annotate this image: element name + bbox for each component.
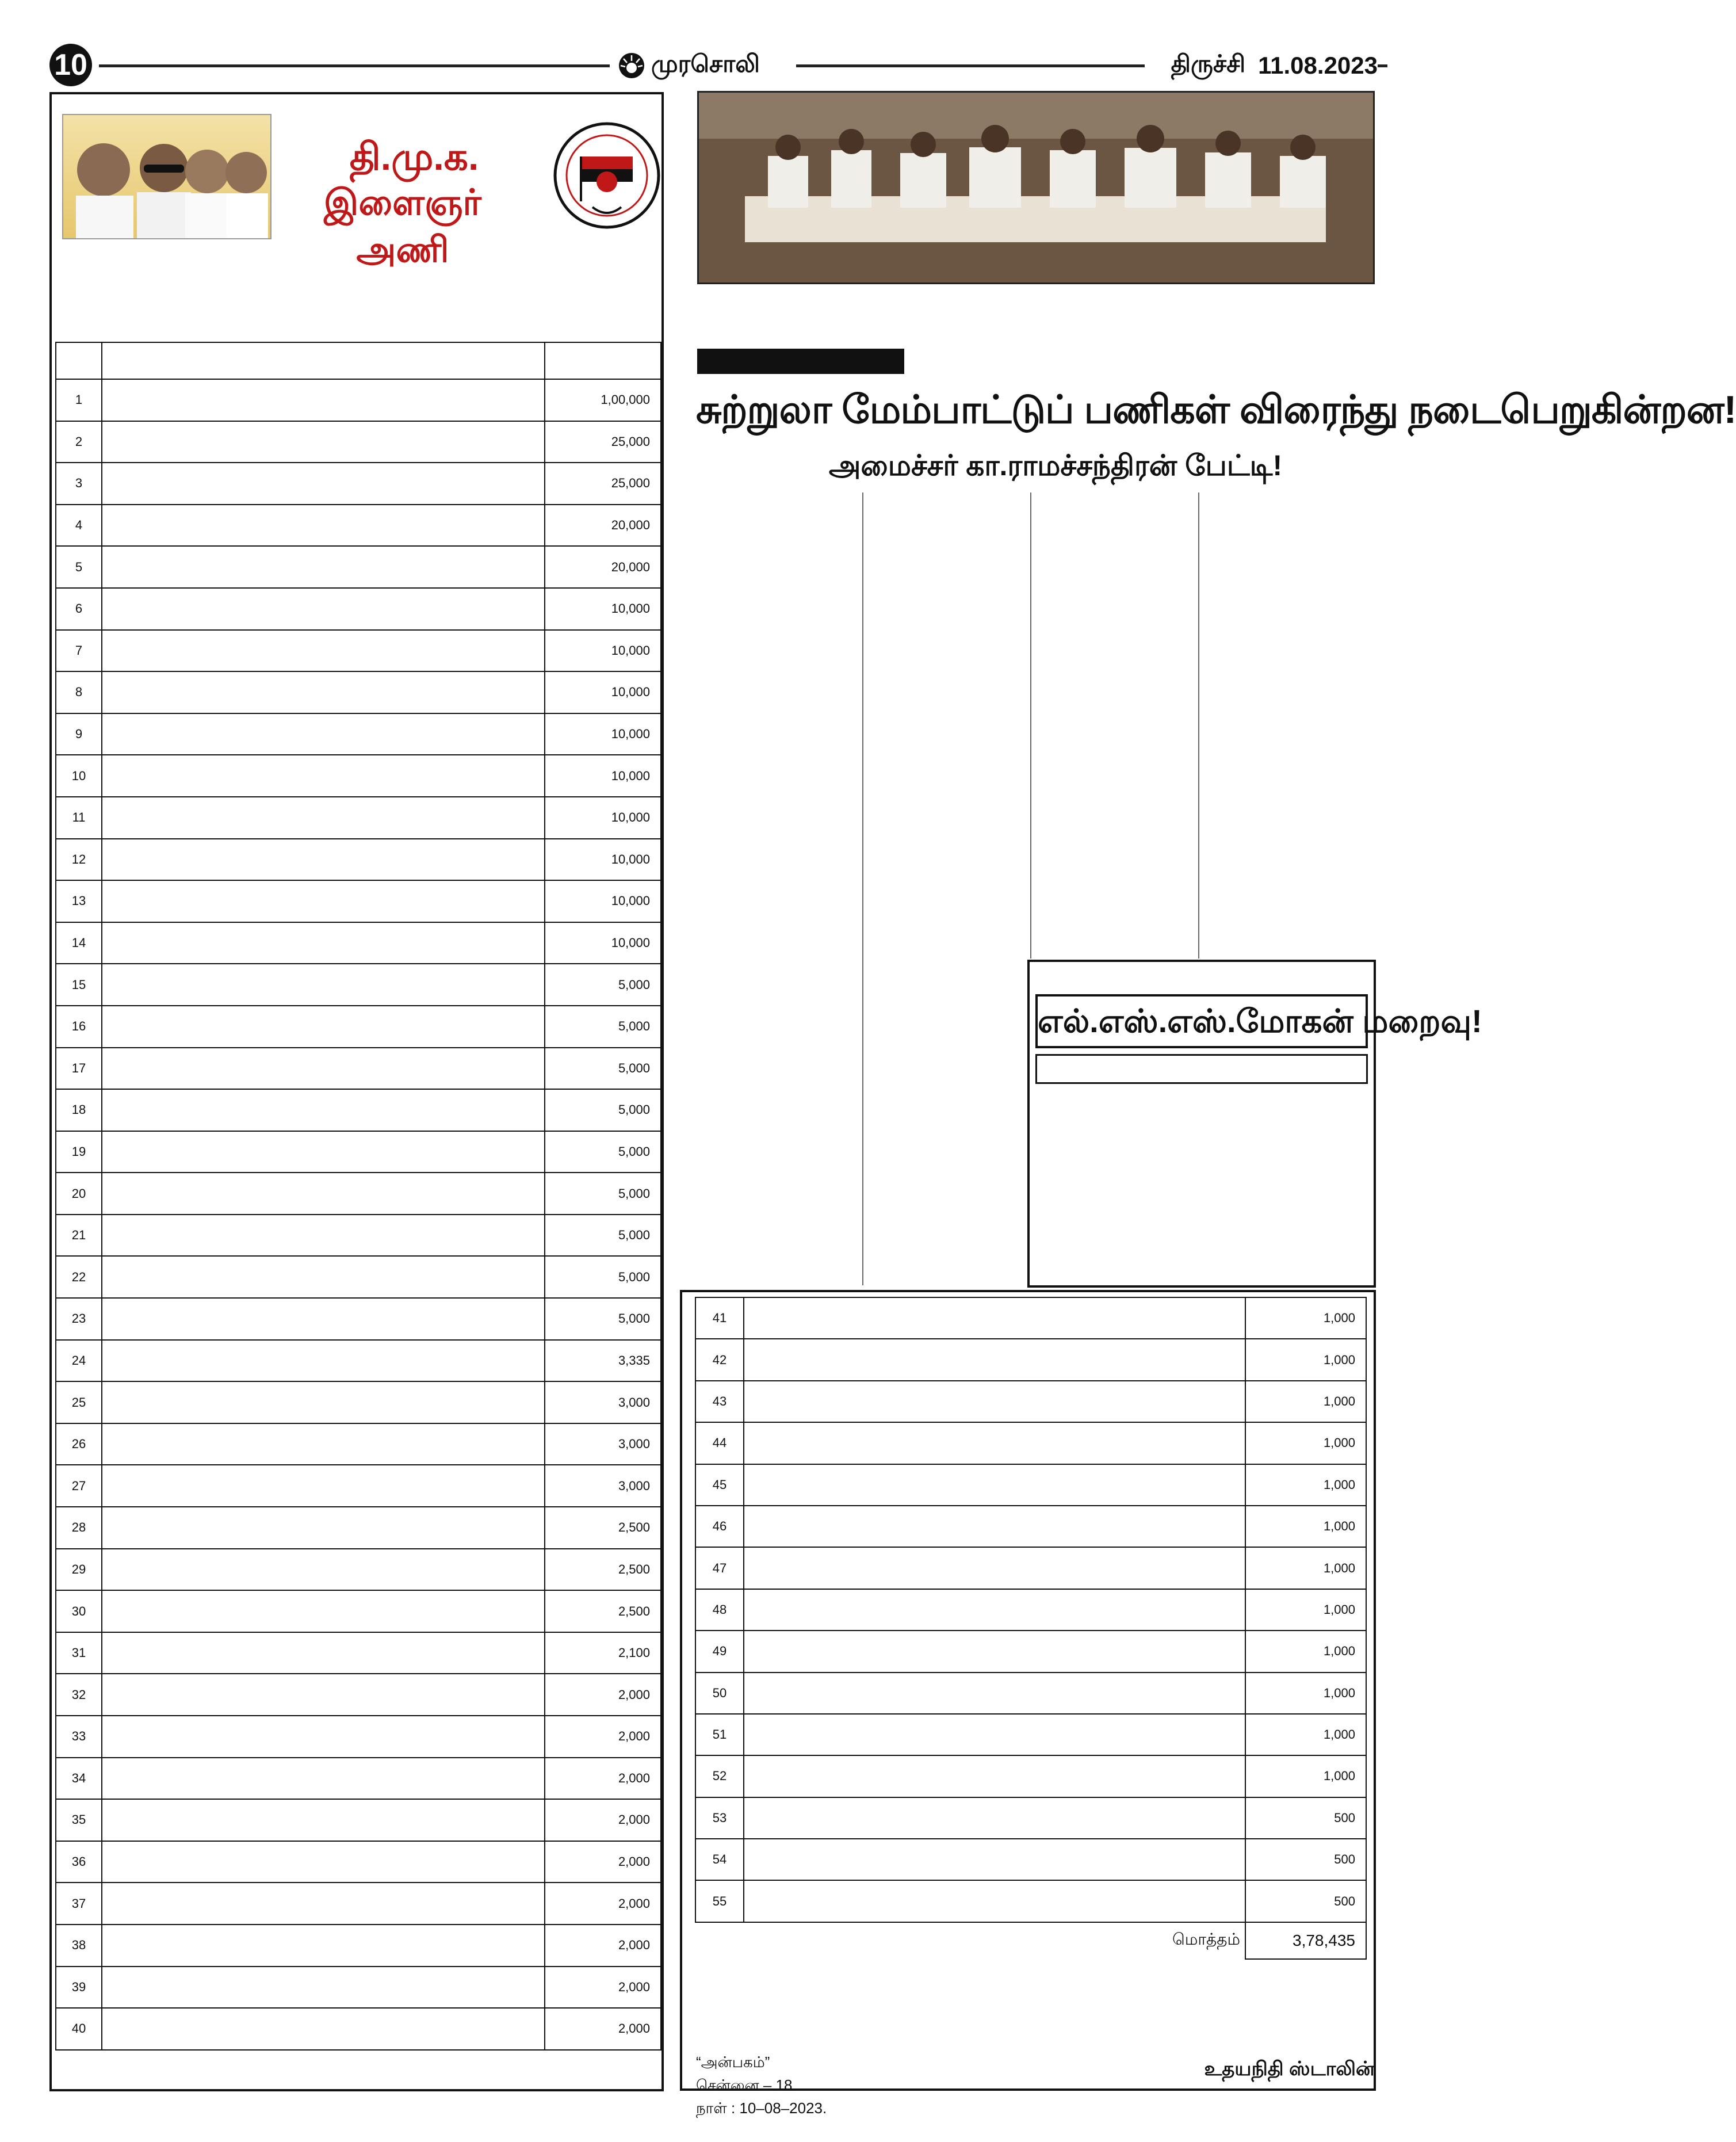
table-row [56,1799,661,1841]
row-number: 35 [56,1799,102,1841]
row-number: 25 [56,1381,102,1423]
row-number: 4 [56,505,102,547]
row-name-cell [102,546,545,588]
row-name-cell [102,1423,545,1465]
table-row [56,1089,661,1131]
row-name-cell [102,1465,545,1507]
row-name-cell [744,1381,1245,1422]
signatory [1035,2056,1375,2120]
row-amount: 2,000 [545,2008,661,2050]
row-name-cell [102,1173,545,1215]
row-name-cell [744,1547,1245,1589]
table-row [56,1758,661,1800]
row-number: 45 [695,1464,744,1506]
row-number: 16 [56,1006,102,1048]
row-name-cell [102,463,545,505]
row-number: 18 [56,1089,102,1131]
column-header-amount [545,342,661,379]
table-row [56,1256,661,1298]
article-column-2 [867,492,1026,1285]
row-name-cell [744,1506,1245,1547]
row-amount: 2,500 [545,1590,661,1632]
table-row [695,1422,1366,1464]
table-row [695,1755,1366,1797]
row-number: 5 [56,546,102,588]
row-amount: 2,000 [545,1716,661,1758]
table-row [56,630,661,672]
table-row [56,1298,661,1340]
row-name-cell [102,1089,545,1131]
table-row [695,1631,1366,1672]
row-number: 34 [56,1758,102,1800]
row-amount: 10,000 [545,839,661,881]
row-number: 48 [695,1589,744,1631]
row-amount: 1,000 [1245,1589,1366,1631]
row-name-cell [102,1131,545,1173]
row-name-cell [102,1758,545,1800]
total-amount: 3,78,435 [1245,1922,1366,1959]
row-number: 50 [695,1673,744,1714]
table-row [56,797,661,839]
page-number: 10 [49,44,92,86]
footer-place: “அன்பகம்” [696,2053,770,2071]
row-number: 36 [56,1841,102,1883]
row-name-cell [744,1422,1245,1464]
row-number: 20 [56,1173,102,1215]
row-amount: 2,000 [545,1883,661,1925]
row-amount: 2,000 [545,1841,661,1883]
row-name-cell [102,1590,545,1632]
row-number: 32 [56,1674,102,1716]
row-amount: 10,000 [545,755,661,797]
table-row [695,1797,1366,1839]
row-amount: 500 [1245,1839,1366,1880]
row-number: 26 [56,1423,102,1465]
row-name-cell [102,755,545,797]
table-row [56,1507,661,1549]
row-name-cell [744,1464,1245,1506]
fund-table-left [55,342,661,2051]
row-name-cell [102,379,545,421]
row-amount: 5,000 [545,1298,661,1340]
row-amount: 2,500 [545,1549,661,1591]
row-number: 1 [56,379,102,421]
row-number: 13 [56,880,102,922]
row-number: 49 [695,1631,744,1672]
row-number: 24 [56,1340,102,1382]
table-row [695,1506,1366,1547]
row-number: 23 [56,1298,102,1340]
row-name-cell [744,1589,1245,1631]
leaders-portraits-image [62,114,272,239]
total-label: மொத்தம் [1172,1930,1240,1949]
row-number: 12 [56,839,102,881]
row-amount: 10,000 [545,880,661,922]
column-divider [862,492,863,1285]
row-number: 14 [56,922,102,964]
table-row [56,1131,661,1173]
row-amount: 2,500 [545,1507,661,1549]
row-amount: 10,000 [545,588,661,630]
row-name-cell [102,1883,545,1925]
table-row [56,1215,661,1257]
table-row [56,505,661,547]
row-amount: 25,000 [545,463,661,505]
row-name-cell [102,713,545,755]
table-row [56,421,661,463]
table-row [56,1465,661,1507]
row-amount: 2,000 [545,1758,661,1800]
article-kicker [697,349,904,374]
table-row [56,1048,661,1090]
obituary-kicker [1035,969,1367,990]
row-number: 7 [56,630,102,672]
total-row [695,1922,1366,1959]
row-name-cell [102,1841,545,1883]
ilaignar-ani-logo-icon [552,121,661,230]
row-amount: 5,000 [545,1006,661,1048]
row-number: 39 [56,1967,102,2009]
row-amount: 3,000 [545,1465,661,1507]
table-row [56,1549,661,1591]
table-row [56,1340,661,1382]
obituary-subtitle [1035,1054,1368,1084]
row-amount: 5,000 [545,1256,661,1298]
row-name-cell [102,2008,545,2050]
row-name-cell [744,1714,1245,1755]
meeting-photo-illustration-icon [699,93,1373,282]
row-amount: 20,000 [545,505,661,547]
row-name-cell [744,1673,1245,1714]
row-amount: 2,000 [545,1925,661,1967]
table-row [56,1423,661,1465]
row-amount: 3,000 [545,1423,661,1465]
row-number: 37 [56,1883,102,1925]
column-header-number [56,342,102,379]
row-amount: 5,000 [545,1131,661,1173]
row-amount: 10,000 [545,671,661,713]
row-name-cell [102,1340,545,1382]
table-row [56,1716,661,1758]
ilaignar-ani-title-line1: தி.மு.க. [349,135,479,178]
row-number: 30 [56,1590,102,1632]
row-name-cell [744,1839,1245,1880]
row-amount: 3,000 [545,1381,661,1423]
column-divider [1198,492,1199,959]
row-number: 19 [56,1131,102,1173]
edition-city: திருச்சி [1171,50,1246,77]
row-number: 15 [56,964,102,1006]
row-number: 52 [695,1755,744,1797]
article-column-3 [1035,492,1194,959]
row-number: 2 [56,421,102,463]
table-row [695,1673,1366,1714]
row-name-cell [102,1381,545,1423]
row-number: 46 [695,1506,744,1547]
row-amount: 1,000 [1245,1714,1366,1755]
table-row [56,463,661,505]
table-row [56,713,661,755]
table-row [56,880,661,922]
row-number: 27 [56,1465,102,1507]
row-amount: 3,335 [545,1340,661,1382]
row-number: 10 [56,755,102,797]
row-number: 53 [695,1797,744,1839]
footer-date: நாள் : 10–08–2023. [696,2099,827,2117]
table-row [56,922,661,964]
table-row [56,379,661,421]
row-number: 31 [56,1632,102,1674]
row-amount: 1,000 [1245,1339,1366,1380]
row-name-cell [744,1880,1245,1922]
row-name-cell [102,1048,545,1090]
table-row [56,964,661,1006]
row-name-cell [102,1967,545,2009]
row-number: 41 [695,1297,744,1339]
row-amount: 2,100 [545,1632,661,1674]
row-name-cell [102,1674,545,1716]
row-name-cell [102,1799,545,1841]
row-amount: 1,000 [1245,1673,1366,1714]
row-number: 28 [56,1507,102,1549]
row-amount: 5,000 [545,1048,661,1090]
row-amount: 10,000 [545,713,661,755]
row-amount: 1,000 [1245,1422,1366,1464]
table-row [56,1590,661,1632]
row-amount: 5,000 [545,964,661,1006]
row-amount: 10,000 [545,797,661,839]
table-row [56,671,661,713]
row-name-cell [102,1215,545,1257]
row-name-cell [744,1339,1245,1380]
row-number: 43 [695,1381,744,1422]
footer-city: சென்னை – 18. [696,2076,797,2094]
row-name-cell [102,421,545,463]
table-row [695,1339,1366,1380]
row-amount: 5,000 [545,1173,661,1215]
row-number: 3 [56,463,102,505]
table-row [56,1381,661,1423]
column-header-name [102,342,545,379]
issue-date: 11.08.2023 [1258,52,1378,79]
masthead-name: முரசொலி [651,50,760,77]
row-amount: 10,000 [545,630,661,672]
row-name-cell [102,1006,545,1048]
table-row [56,1967,661,2009]
row-amount: 2,000 [545,1674,661,1716]
row-number: 29 [56,1549,102,1591]
row-number: 11 [56,797,102,839]
row-amount: 2,000 [545,1967,661,2009]
table-row [695,1547,1366,1589]
photo-caption [698,288,1375,345]
row-name-cell [102,1298,545,1340]
row-number: 21 [56,1215,102,1257]
portraits-illustration-icon [63,115,270,238]
row-number: 17 [56,1048,102,1090]
ilaignar-ani-title-line2: இளைஞர் அணி [324,183,481,270]
table-row [56,546,661,588]
row-number: 47 [695,1547,744,1589]
table-row [56,1632,661,1674]
obituary-body [1039,1091,1364,1284]
row-amount: 1,000 [1245,1755,1366,1797]
table-row [56,755,661,797]
row-amount: 5,000 [545,1215,661,1257]
row-amount: 1,000 [1245,1631,1366,1672]
table-row [56,1925,661,1967]
row-name-cell [102,1925,545,1967]
table-row [695,1880,1366,1922]
row-number: 33 [56,1716,102,1758]
signatory-name: உதயநிதி ஸ்டாலின் [1204,2058,1375,2080]
row-name-cell [102,588,545,630]
masthead [610,47,796,84]
fund-table-right [695,1297,1367,1960]
row-number: 44 [695,1422,744,1464]
row-amount: 1,000 [1245,1381,1366,1422]
row-number: 8 [56,671,102,713]
row-name-cell [102,880,545,922]
edition-date [1145,48,1378,83]
row-name-cell [102,797,545,839]
row-name-cell [744,1297,1245,1339]
table-row [56,1173,661,1215]
row-number: 6 [56,588,102,630]
row-name-cell [744,1797,1245,1839]
fund-intro-paragraph [61,247,653,339]
row-amount: 5,000 [545,1089,661,1131]
row-name-cell [102,1256,545,1298]
row-name-cell [744,1755,1245,1797]
row-name-cell [102,922,545,964]
table-row [56,588,661,630]
row-amount: 25,000 [545,421,661,463]
row-name-cell [102,630,545,672]
rising-sun-emblem-icon [618,52,645,79]
row-number: 55 [695,1880,744,1922]
article-column-1 [699,492,858,1285]
row-name-cell [102,1632,545,1674]
row-number: 22 [56,1256,102,1298]
obituary-title: எல்.எஸ்.எஸ்.மோகன் மறைவு! [1035,994,1368,1048]
table-row [56,1841,661,1883]
table-row [56,1674,661,1716]
row-amount: 1,000 [1245,1464,1366,1506]
row-name-cell [102,1716,545,1758]
row-amount: 500 [1245,1797,1366,1839]
row-amount: 1,000 [1245,1506,1366,1547]
table-row [56,2008,661,2050]
row-number: 40 [56,2008,102,2050]
article-headline: சுற்றுலா மேம்பாட்டுப் பணிகள் விரைந்து நடைபெறுகின்றன! [696,388,1736,432]
table-row [56,1006,661,1048]
table-row [695,1464,1366,1506]
row-amount: 1,000 [1245,1547,1366,1589]
row-amount: 1,000 [1245,1297,1366,1339]
row-number: 38 [56,1925,102,1967]
row-amount: 20,000 [545,546,661,588]
table-row [695,1381,1366,1422]
row-amount: 500 [1245,1880,1366,1922]
row-name-cell [102,839,545,881]
footer-place-date [696,2051,903,2125]
row-name-cell [102,671,545,713]
article-column-4 [1203,492,1370,959]
table-row [56,839,661,881]
column-divider [1030,492,1031,959]
row-name-cell [102,505,545,547]
table-row [695,1714,1366,1755]
row-number: 42 [695,1339,744,1380]
meeting-photo [697,91,1375,284]
row-number: 9 [56,713,102,755]
row-name-cell [102,1549,545,1591]
table-row [56,1883,661,1925]
table-row [695,1297,1366,1339]
article-byline: அமைச்சர் கா.ராமச்சந்திரன் பேட்டி! [828,449,1283,482]
row-number: 54 [695,1839,744,1880]
row-amount: 1,00,000 [545,379,661,421]
row-name-cell [102,1507,545,1549]
row-name-cell [102,964,545,1006]
row-name-cell [744,1631,1245,1672]
table-row [695,1839,1366,1880]
table-row [695,1589,1366,1631]
row-number: 51 [695,1714,744,1755]
row-amount: 2,000 [545,1799,661,1841]
row-amount: 10,000 [545,922,661,964]
